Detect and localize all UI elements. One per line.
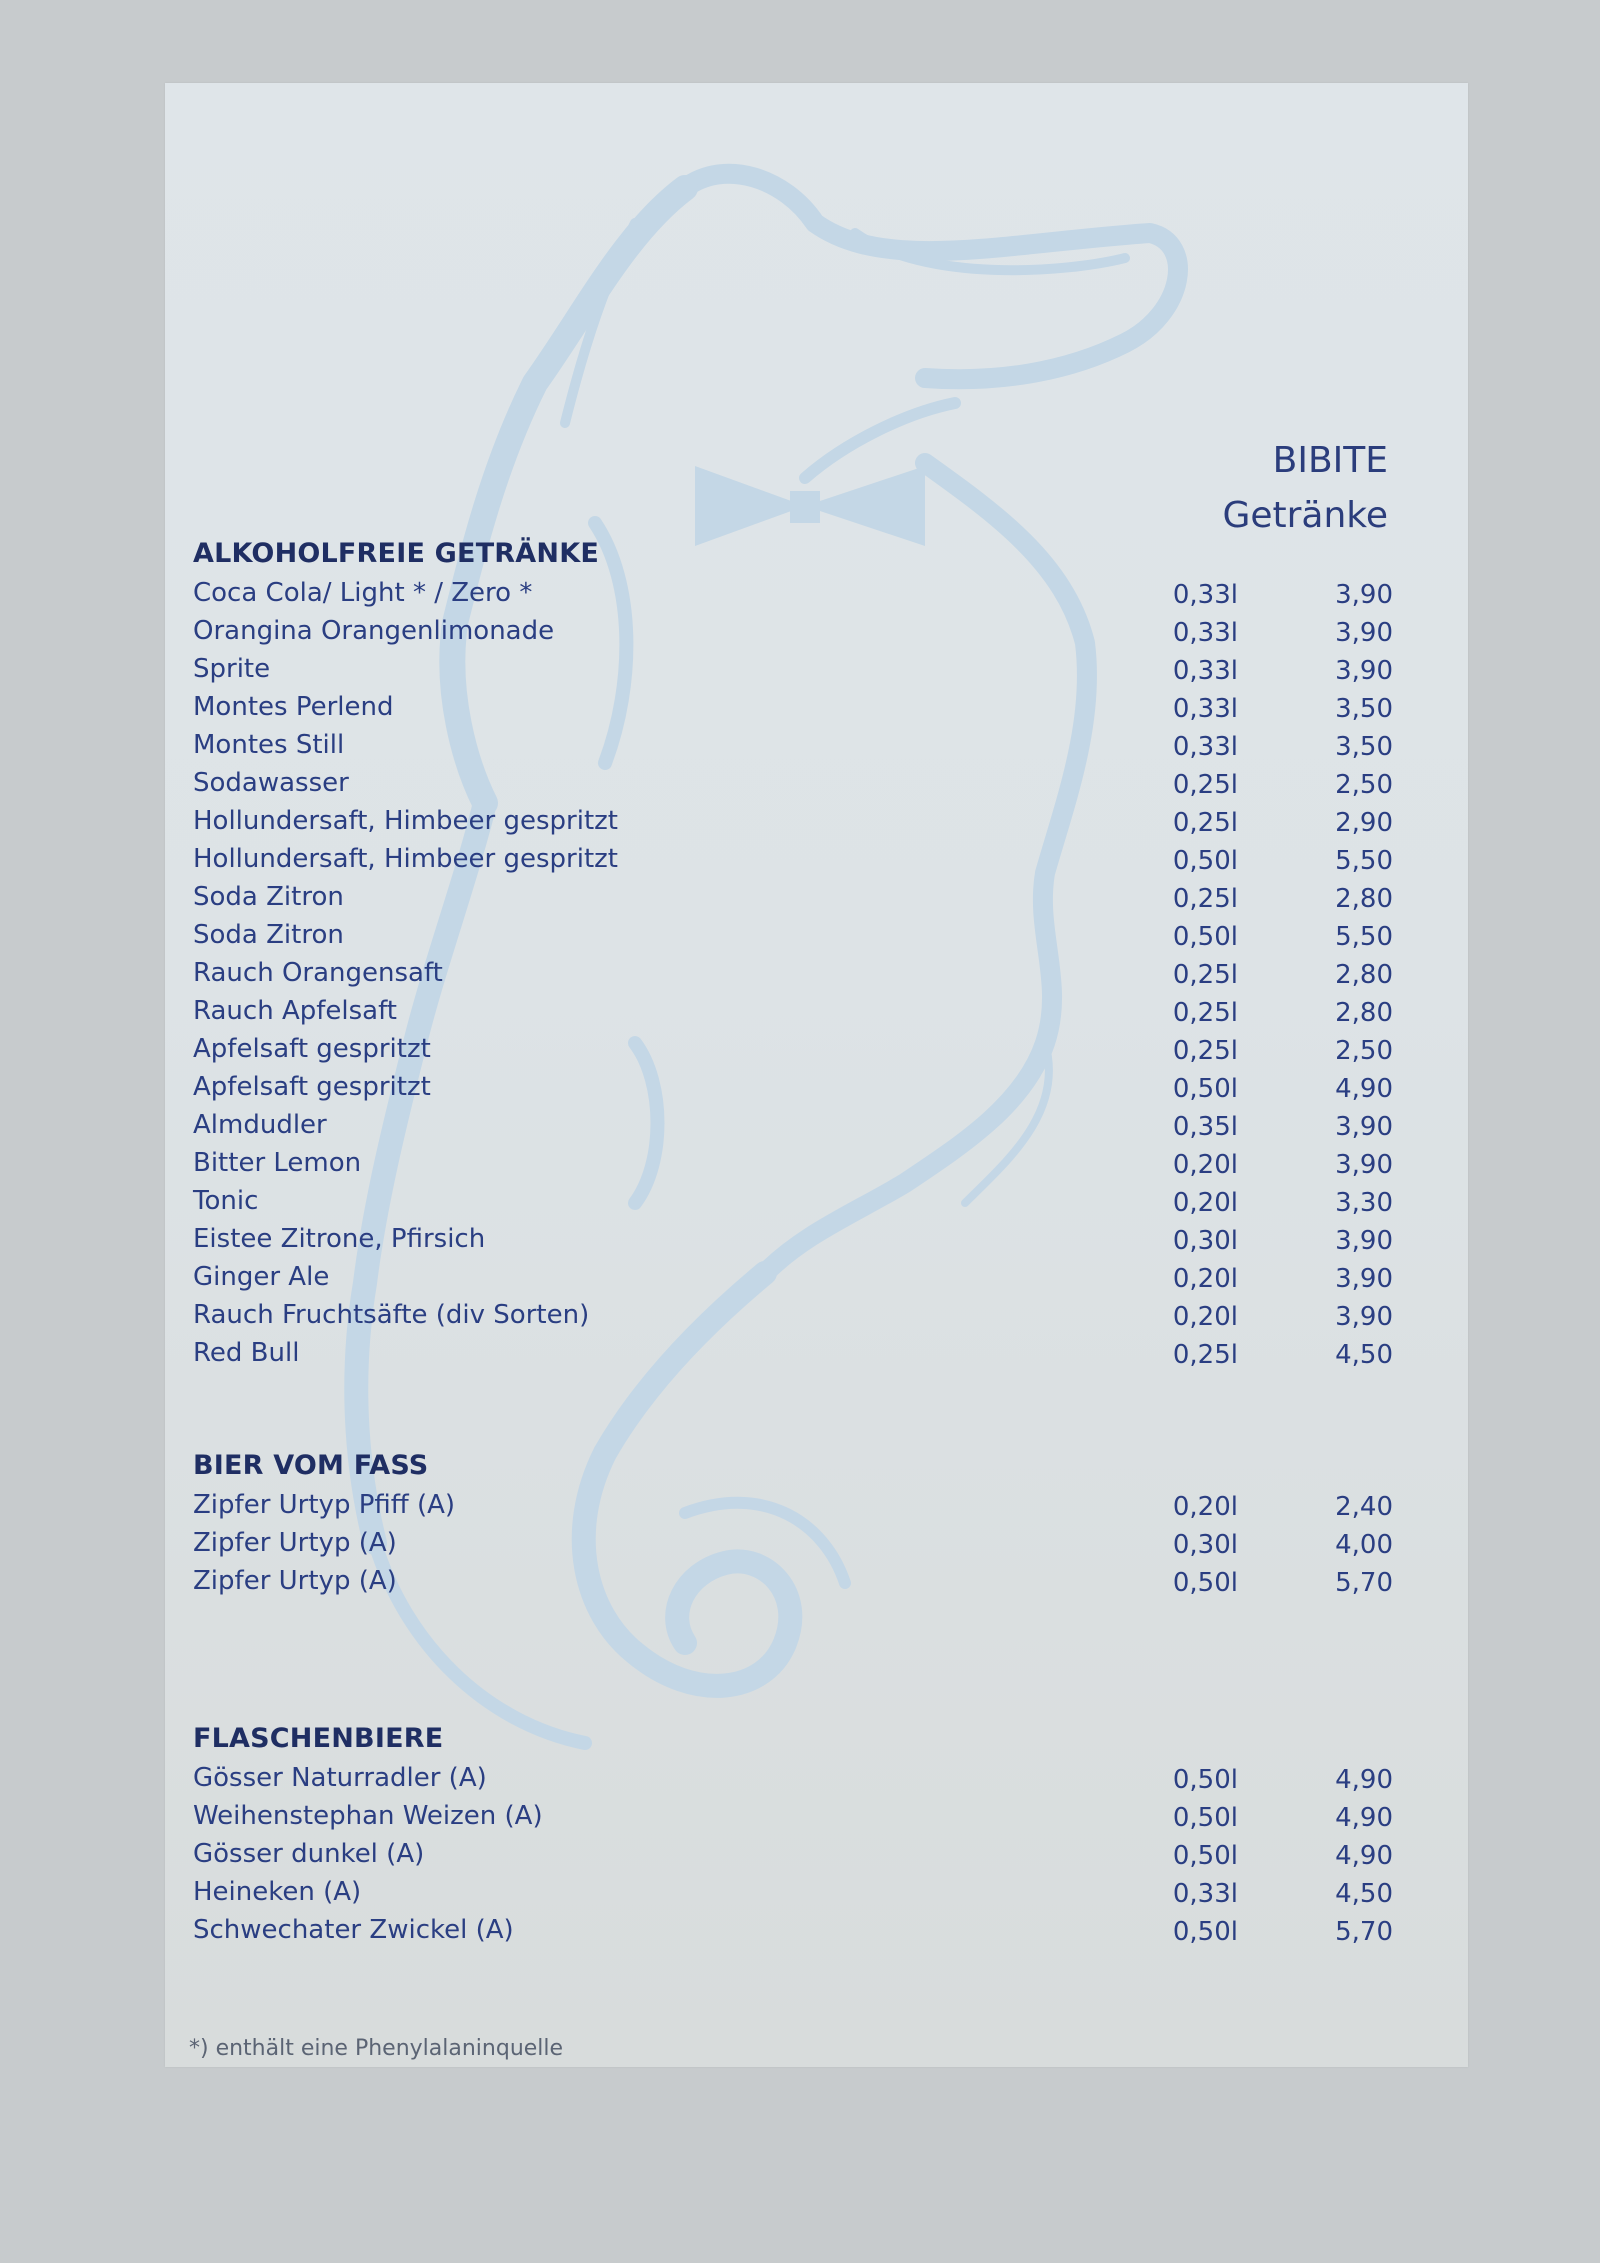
item-volume: 0,50l bbox=[1172, 1841, 1238, 1871]
item-volume: 0,33l bbox=[1172, 694, 1238, 724]
menu-item bbox=[193, 1034, 1423, 1072]
item-name: Sodawasser bbox=[193, 768, 349, 798]
menu-item bbox=[193, 1110, 1423, 1148]
menu-item bbox=[193, 616, 1423, 654]
item-price: 4,90 bbox=[1335, 1765, 1393, 1795]
menu-item bbox=[193, 1186, 1423, 1224]
item-price: 4,90 bbox=[1335, 1841, 1393, 1871]
item-volume: 0,50l bbox=[1172, 1917, 1238, 1947]
item-price: 5,70 bbox=[1335, 1568, 1393, 1598]
menu-page bbox=[165, 83, 1468, 2067]
menu-subtitle: Getränke bbox=[1222, 495, 1388, 536]
menu-item bbox=[193, 844, 1423, 882]
menu-item bbox=[193, 730, 1423, 768]
item-name: Hollundersaft, Himbeer gespritzt bbox=[193, 844, 619, 874]
item-volume: 0,33l bbox=[1172, 732, 1238, 762]
item-name: Red Bull bbox=[193, 1338, 300, 1368]
menu-item bbox=[193, 654, 1423, 692]
menu-item bbox=[193, 1839, 1423, 1877]
item-name: Heineken (A) bbox=[193, 1877, 362, 1907]
item-price: 5,50 bbox=[1335, 922, 1393, 952]
menu-item bbox=[193, 806, 1423, 844]
menu-item bbox=[193, 1224, 1423, 1262]
menu-item bbox=[193, 1148, 1423, 1186]
menu-item bbox=[193, 578, 1423, 616]
item-name: Soda Zitron bbox=[193, 882, 344, 912]
item-volume: 0,50l bbox=[1172, 922, 1238, 952]
item-volume: 0,20l bbox=[1172, 1302, 1238, 1332]
menu-item bbox=[193, 1528, 1423, 1566]
item-price: 4,90 bbox=[1335, 1803, 1393, 1833]
item-name: Gösser dunkel (A) bbox=[193, 1839, 425, 1869]
item-volume: 0,25l bbox=[1172, 1036, 1238, 1066]
item-price: 2,50 bbox=[1335, 1036, 1393, 1066]
item-price: 4,50 bbox=[1335, 1340, 1393, 1370]
item-name: Coca Cola/ Light * / Zero * bbox=[193, 578, 533, 608]
item-price: 3,90 bbox=[1335, 1302, 1393, 1332]
menu-item bbox=[193, 996, 1423, 1034]
item-volume: 0,33l bbox=[1172, 580, 1238, 610]
menu-item bbox=[193, 1262, 1423, 1300]
item-price: 4,50 bbox=[1335, 1879, 1393, 1909]
item-name: Schwechater Zwickel (A) bbox=[193, 1915, 514, 1945]
menu-item bbox=[193, 920, 1423, 958]
item-name: Montes Still bbox=[193, 730, 345, 760]
menu-item bbox=[193, 1300, 1423, 1338]
item-volume: 0,25l bbox=[1172, 1340, 1238, 1370]
item-price: 2,80 bbox=[1335, 998, 1393, 1028]
menu-item bbox=[193, 882, 1423, 920]
item-name: Apfelsaft gespritzt bbox=[193, 1034, 431, 1064]
item-price: 3,50 bbox=[1335, 732, 1393, 762]
item-name: Tonic bbox=[193, 1186, 259, 1216]
menu-item bbox=[193, 1566, 1423, 1604]
item-price: 2,90 bbox=[1335, 808, 1393, 838]
item-name: Zipfer Urtyp (A) bbox=[193, 1566, 397, 1596]
item-volume: 0,35l bbox=[1172, 1112, 1238, 1142]
item-volume: 0,25l bbox=[1172, 770, 1238, 800]
item-price: 2,80 bbox=[1335, 960, 1393, 990]
item-price: 3,50 bbox=[1335, 694, 1393, 724]
item-volume: 0,25l bbox=[1172, 960, 1238, 990]
item-name: Montes Perlend bbox=[193, 692, 394, 722]
item-name: Rauch Fruchtsäfte (div Sorten) bbox=[193, 1300, 590, 1330]
item-volume: 0,20l bbox=[1172, 1492, 1238, 1522]
menu-item bbox=[193, 958, 1423, 996]
item-name: Weihenstephan Weizen (A) bbox=[193, 1801, 543, 1831]
item-volume: 0,20l bbox=[1172, 1264, 1238, 1294]
item-name: Rauch Orangensaft bbox=[193, 958, 443, 988]
item-volume: 0,50l bbox=[1172, 1803, 1238, 1833]
item-name: Soda Zitron bbox=[193, 920, 344, 950]
item-name: Hollundersaft, Himbeer gespritzt bbox=[193, 806, 619, 836]
item-volume: 0,20l bbox=[1172, 1188, 1238, 1218]
section-title-alkoholfreie-getraenke: ALKOHOLFREIE GETRÄNKE bbox=[193, 538, 599, 569]
section-items-bier-vom-fass bbox=[193, 1490, 1423, 1604]
item-name: Orangina Orangenlimonade bbox=[193, 616, 555, 646]
item-price: 3,90 bbox=[1335, 1112, 1393, 1142]
item-price: 3,30 bbox=[1335, 1188, 1393, 1218]
item-volume: 0,25l bbox=[1172, 808, 1238, 838]
item-volume: 0,50l bbox=[1172, 846, 1238, 876]
menu-item bbox=[193, 1801, 1423, 1839]
item-volume: 0,25l bbox=[1172, 884, 1238, 914]
menu-item bbox=[193, 768, 1423, 806]
menu-item bbox=[193, 1877, 1423, 1915]
item-price: 5,50 bbox=[1335, 846, 1393, 876]
item-price: 4,90 bbox=[1335, 1074, 1393, 1104]
item-name: Gösser Naturradler (A) bbox=[193, 1763, 487, 1793]
item-name: Bitter Lemon bbox=[193, 1148, 362, 1178]
item-volume: 0,50l bbox=[1172, 1568, 1238, 1598]
item-name: Zipfer Urtyp (A) bbox=[193, 1528, 397, 1558]
item-name: Sprite bbox=[193, 654, 271, 684]
section-items-flaschenbiere bbox=[193, 1763, 1423, 1953]
menu-item bbox=[193, 1072, 1423, 1110]
item-volume: 0,25l bbox=[1172, 998, 1238, 1028]
item-price: 3,90 bbox=[1335, 1150, 1393, 1180]
item-price: 2,40 bbox=[1335, 1492, 1393, 1522]
menu-header bbox=[1222, 433, 1388, 543]
item-name: Apfelsaft gespritzt bbox=[193, 1072, 431, 1102]
item-price: 5,70 bbox=[1335, 1917, 1393, 1947]
section-title-flaschenbiere: FLASCHENBIERE bbox=[193, 1723, 444, 1754]
item-name: Eistee Zitrone, Pfirsich bbox=[193, 1224, 486, 1254]
item-name: Zipfer Urtyp Pfiff (A) bbox=[193, 1490, 456, 1520]
item-volume: 0,30l bbox=[1172, 1226, 1238, 1256]
item-name: Almdudler bbox=[193, 1110, 327, 1140]
item-volume: 0,50l bbox=[1172, 1074, 1238, 1104]
item-price: 3,90 bbox=[1335, 1264, 1393, 1294]
item-volume: 0,33l bbox=[1172, 618, 1238, 648]
item-price: 2,80 bbox=[1335, 884, 1393, 914]
menu-title: BIBITE bbox=[1272, 440, 1388, 481]
item-price: 3,90 bbox=[1335, 656, 1393, 686]
footnote: *) enthält eine Phenylalaninquelle bbox=[189, 2036, 564, 2061]
section-items-alkoholfreie-getraenke bbox=[193, 578, 1423, 1376]
item-price: 3,90 bbox=[1335, 1226, 1393, 1256]
menu-item bbox=[193, 1338, 1423, 1376]
item-volume: 0,20l bbox=[1172, 1150, 1238, 1180]
item-volume: 0,33l bbox=[1172, 1879, 1238, 1909]
item-volume: 0,33l bbox=[1172, 656, 1238, 686]
menu-item bbox=[193, 1490, 1423, 1528]
menu-item bbox=[193, 1915, 1423, 1953]
item-price: 3,90 bbox=[1335, 618, 1393, 648]
item-price: 4,00 bbox=[1335, 1530, 1393, 1560]
section-title-bier-vom-fass: BIER VOM FASS bbox=[193, 1450, 429, 1481]
menu-item bbox=[193, 1763, 1423, 1801]
item-price: 3,90 bbox=[1335, 580, 1393, 610]
item-price: 2,50 bbox=[1335, 770, 1393, 800]
item-name: Ginger Ale bbox=[193, 1262, 330, 1292]
item-name: Rauch Apfelsaft bbox=[193, 996, 397, 1026]
menu-item bbox=[193, 692, 1423, 730]
item-volume: 0,30l bbox=[1172, 1530, 1238, 1560]
item-volume: 0,50l bbox=[1172, 1765, 1238, 1795]
